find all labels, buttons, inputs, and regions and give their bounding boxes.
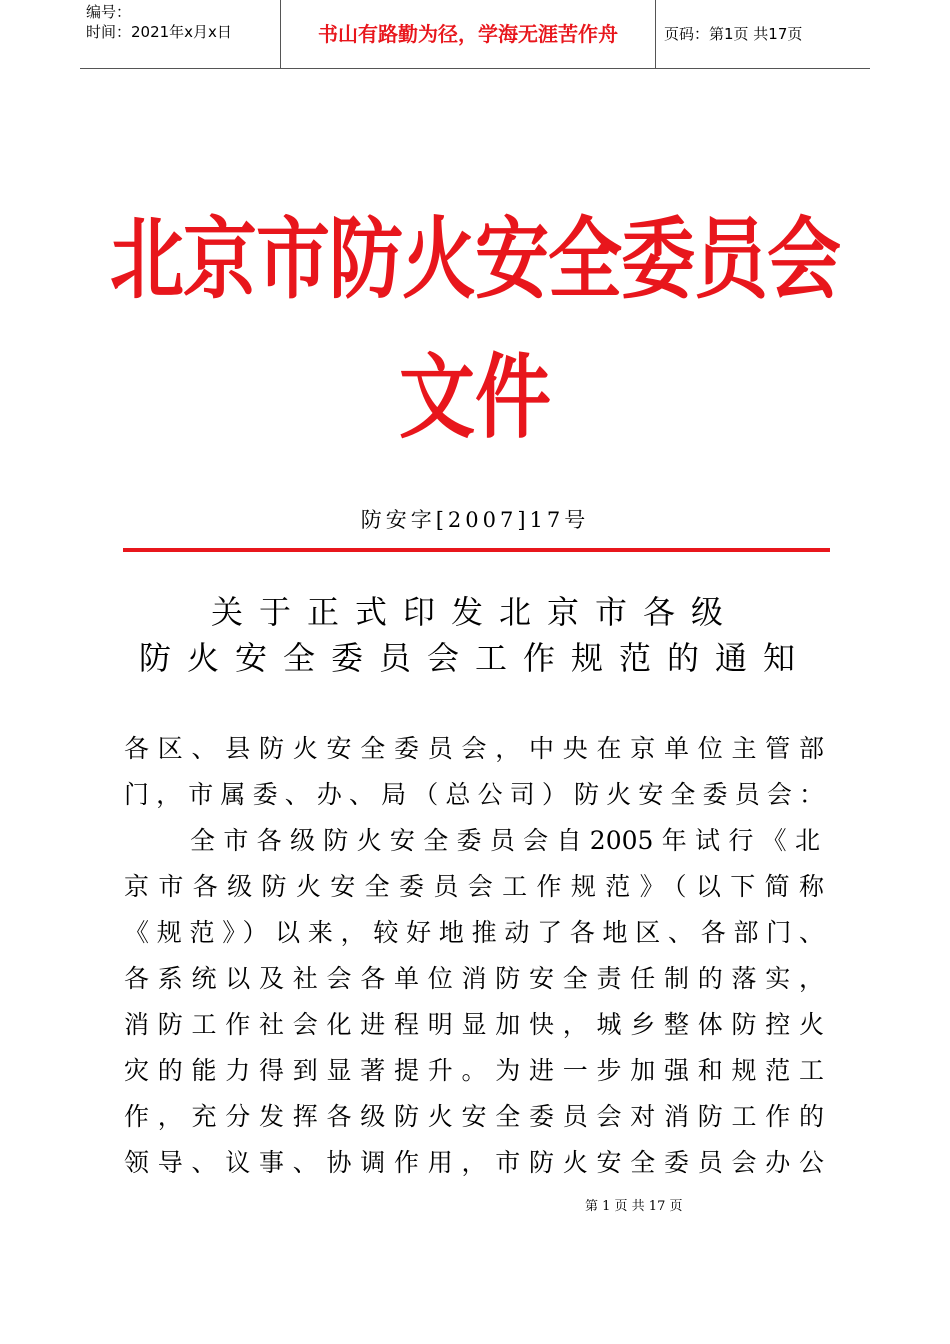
header-divider: [655, 0, 656, 68]
header-meta: [86, 2, 282, 66]
body-line: 领导、议事、协调作用，市防火安全委员会办公: [124, 1148, 824, 1177]
masthead-title: 北京市防火安全委员会: [110, 208, 840, 312]
time-label: 时间：2021年x月x日: [86, 23, 232, 41]
body-line: 灾的能力得到显著提升。为进一步加强和规范工: [124, 1056, 824, 1085]
page-footer: 第 1 页 共 17 页: [585, 1199, 683, 1214]
number-label: 编号：: [86, 3, 132, 21]
body-line: 各区、县防火安全委员会，中央在京单位主管部: [124, 734, 824, 763]
body-line: 作，充分发挥各级防火安全委员会对消防工作的: [124, 1102, 824, 1131]
notice-title-line-1: 关于正式印发北京市各级: [210, 593, 739, 631]
body-line: 门，市属委、办、局（总公司）防火安全委员会：: [124, 780, 824, 809]
header-page-info: 页码：第1页 共17页: [664, 25, 803, 43]
red-divider-rule: [123, 548, 830, 552]
body-line: 消防工作社会化进程明显加快，城乡整体防控火: [124, 1010, 824, 1039]
body-line: 《规范》）以来，较好地推动了各地区、各部门、: [124, 918, 824, 947]
document-number: 防安字[2007]17号: [360, 508, 590, 532]
body-line: 全市各级防火安全委员会自2005年试行《北: [190, 826, 820, 855]
notice-title-line-2: 防火安全委员会工作规范的通知: [138, 639, 811, 677]
body-line: 各系统以及社会各单位消防安全责任制的落实，: [124, 964, 824, 993]
document-header: [80, 0, 870, 69]
masthead-subtitle: 文件: [399, 344, 551, 451]
header-motto: 书山有路勤为径，学海无涯苦作舟: [318, 22, 618, 46]
body-line: 京市各级防火安全委员会工作规范》（以下简称: [124, 872, 824, 901]
